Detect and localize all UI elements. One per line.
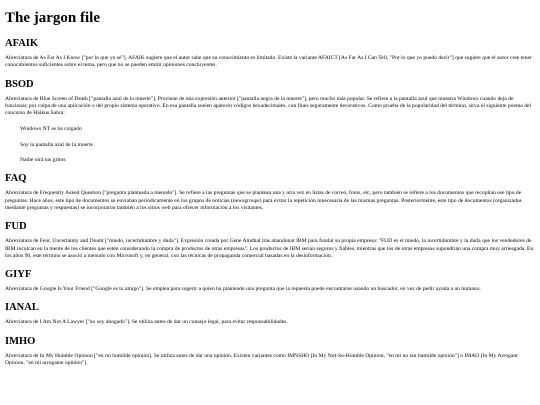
entry-imho (5, 336, 535, 368)
entry-term: BSOD (5, 78, 34, 90)
entry-afaik (5, 38, 535, 70)
entry-bsod (5, 79, 535, 165)
entry-definition: Abreviatura de I Am Not A Lawyer ["no soy abogado"]. Se utiliza antes de dar un consejo legal, para evitar responsabilidades. (5, 319, 288, 326)
page-title: The jargon file (5, 10, 100, 26)
entry-definition: Abreviatura de Frequently Asked Question ["pregunta planteada a menudo"]. Se refiere a las preguntas que se plantean una y otra vez en listas de correo, foros, etc, pero también se refiere a los documentos que recopilan ese tipo de preguntas. Hace años, este tipo de documentos se enviaban periódicamente en los grupos de noticias (newsgroups) para evitar la repetición innecesaria de las mismas preguntas. Posteriormente, este tipo de documentos (organizados mediante preguntas y respuestas) se incorporaron también a los sitios web para ofrecer información a los visitantes. (5, 190, 522, 211)
entry-faq (5, 173, 535, 212)
entry-term: GIYF (5, 269, 32, 281)
entry-ianal (5, 302, 535, 326)
poem-line: Soy la pantalla azul de la muerte (20, 141, 94, 148)
poem-line: Windows NT se ha colgado (20, 126, 82, 133)
entry-giyf (5, 269, 535, 293)
entry-term: FUD (5, 221, 27, 233)
poem-line: Nadie oirá tus gritos (20, 157, 66, 164)
entry-fud (5, 221, 535, 260)
haiku-poem (20, 126, 535, 164)
entry-term: IANAL (5, 302, 39, 314)
entry-term: AFAIK (5, 38, 39, 49)
entry-definition: Abreviatura de In My Humble Opinion ["en mi humilde opinión]. Se utiliza antes de dar una opinión. Existen variantes como IMNSHO [In My Not-So-Humble Opinion, "en mi no tan humilde opinión"] o IMAO [In My Arrogant Opinion, "en mi arrogante opinión"]. (5, 352, 518, 367)
entry-definition: Abreviatura de Fear, Uncertainty and Doubt ["miedo, incertidumbre y duda"]. Expresión creada por Gene Amdhal tras abandonar IBM para fundar su propia empresa: "FUD es el miedo, la incertidumbre y la duda que los vendedores de IBM inculcan en la mente de los clientes que estén considerando la compra de productos de otras empresas". Los productos de IBM serían seguros y fiables, mientras que los de otras empresas supondrían una compra muy arriesgada. En los años 90, este término se asoció a menudo con Microsoft y, en general, con las técnicas de propaganda comercial basadas en la desinformación. (5, 238, 534, 259)
entry-term: IMHO (5, 335, 36, 347)
entry-definition: Abreviatura de Google Is Your Friend ["Google es tu amigo"]. Se emplea para sugerir a quien ha planteado una pregunta que la repuesta puede encontrarse usando un buscador, en vez de pedir ayuda a un humano. (5, 286, 481, 293)
entry-definition: Abreviatura de Blue Screen of Death ["pantalla azul de la muerte"]. Proviene de una expresión anterior ["pantalla negra de la muerte"], pero mucho más popular. Se refiere a la pantalla azul que muestra Windows cuando deja de funcionar, por culpa de una aplicación o del propio sistema operativo. En esa pantalla suelen aparecer códigos hexadecimales, con fines seguramente decorativos. Como prueba de la popularidad del término, sirva el siguiente poema del concurso de Haikus Salon: (5, 95, 532, 117)
entry-definition: Abreviatura de As Far As I Know ["por lo que yo sé"]. AFAIK sugiere que el autor sabe que su conocimiento es limitado. Existe la variante AFAICT [As Far As I Can Tell, "Por lo que yo puedo decir"] que sugiere que el autor cree tener conocimientos suficientes sobre el tema, pero que no se pueden emitir opiniones concluyentes. (5, 55, 532, 69)
entry-term: FAQ (5, 173, 27, 185)
